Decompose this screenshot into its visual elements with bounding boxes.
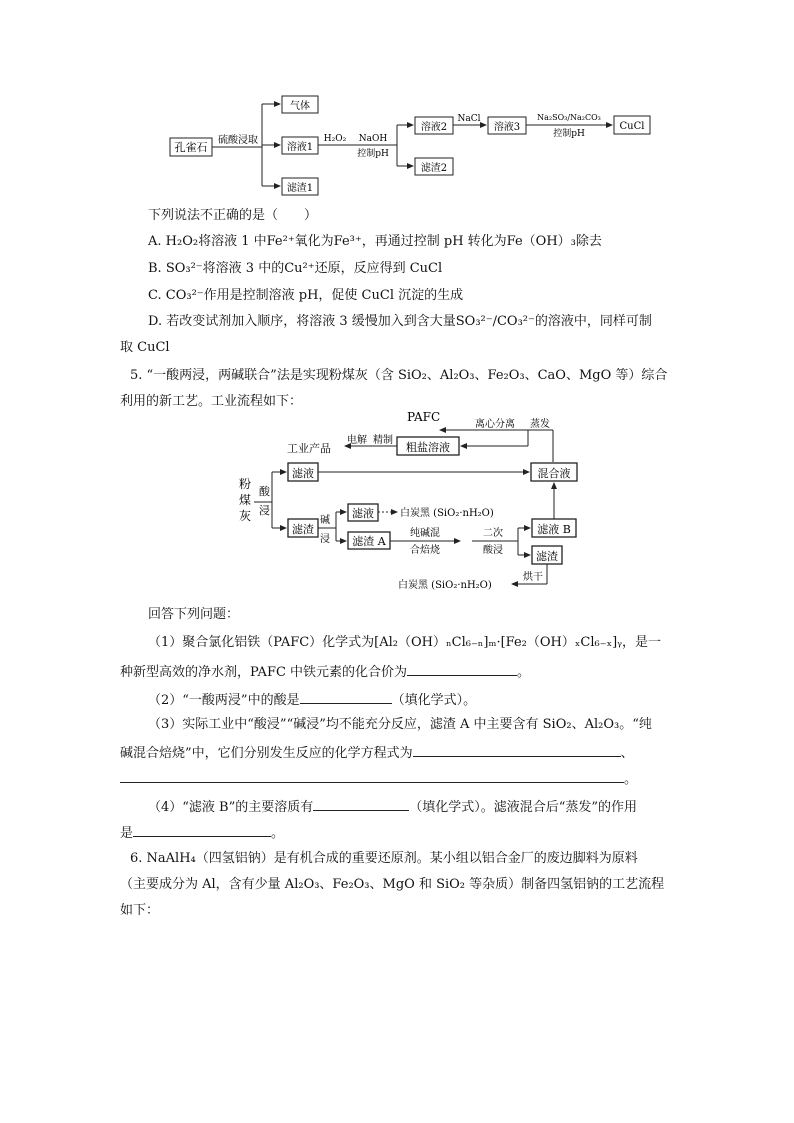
label-electrolysis: 电解: [347, 435, 367, 446]
flow-diagram-cucl: [0, 0, 794, 200]
answer-blank-4a[interactable]: [313, 796, 409, 811]
label-dry: 烘干: [523, 572, 543, 583]
q5-part1-line2: [120, 661, 530, 682]
label-evaporate: 蒸发: [530, 419, 550, 430]
label-sulfite-carbonate: Na₂SO₃/Na₂CO₃: [537, 113, 601, 122]
label-sulfuric-leach: 硫酸浸取: [218, 135, 258, 146]
comma: 、: [620, 746, 634, 761]
q5-part2: [148, 689, 476, 710]
label-soda-1: 纯碱混: [410, 528, 440, 539]
q5-part4-text: （4）“滤液 B”的主要溶质有: [148, 800, 314, 815]
answer-blank-3a[interactable]: [413, 742, 621, 757]
q4-option-a: A. H₂O₂将溶液 1 中Fe²⁺氧化为Fe³⁺，再通过控制 pH 转化为Fe（OH）₃除去: [148, 234, 602, 249]
label-filtrate-b: 滤液 B: [537, 523, 571, 536]
period: 。: [517, 665, 531, 680]
label-solution1: 溶液1: [286, 142, 314, 153]
answer-blank-1[interactable]: [407, 661, 517, 676]
label-nacl: NaCl: [457, 114, 481, 124]
label-residue1: 滤渣1: [286, 183, 314, 194]
label-white-black2: 白炭黑 (SiO₂·nH₂O): [398, 580, 492, 591]
label-residue3: 滤渣: [536, 550, 558, 563]
label-residue-a: 滤渣 A: [352, 535, 386, 548]
q5-part2-text: （2）“一酸两浸”中的酸是: [148, 693, 300, 708]
label-alkali-1: 碱: [320, 515, 330, 526]
q5-part4-line2: [120, 822, 284, 843]
q5-part3-line2: [120, 742, 634, 763]
label-solution3: 溶液3: [493, 122, 521, 133]
q5-part4-mid: （填化学式）。滤液混合后“蒸发”的作用: [409, 800, 638, 815]
label-cucl: CuCl: [619, 121, 645, 132]
q5-part2-end: （填化学式）。: [391, 693, 477, 708]
q5-part3-text: 碱混合焙烧”中，它们分别发生反应的化学方程式为: [120, 746, 413, 761]
label-control-ph2: 控制pH: [553, 129, 585, 139]
flow-diagram-fly-ash: [0, 400, 794, 600]
q5-answer-prompt: 回答下列问题：: [148, 607, 240, 622]
label-second-1: 二次: [483, 528, 503, 539]
q6-line3: 如下：: [120, 903, 160, 918]
q5-part3: （3）实际工业中“酸浸”“碱浸”均不能充分反应，滤渣 A 中主要含有 SiO₂、Al₂O₃。“纯: [148, 717, 652, 732]
answer-blank-4b[interactable]: [133, 822, 271, 837]
answer-blank-3b[interactable]: [120, 768, 624, 783]
label-residue: 滤渣: [292, 523, 314, 536]
label-white-black: 白炭黑 (SiO₂·nH₂O): [400, 508, 494, 519]
label-ash-2: 煤: [239, 493, 252, 507]
q4-option-b: B. SO₃²⁻将溶液 3 中的Cu²⁺还原，反应得到 CuCl: [148, 261, 443, 276]
q4-option-d-cont: 取 CuCl: [120, 340, 170, 355]
label-soda-2: 合焙烧: [410, 545, 440, 556]
answer-blank-2[interactable]: [300, 689, 392, 704]
q5-part1: （1）聚合氯化铝铁（PAFC）化学式为[Al₂（OH）ₙCl₆₋ₙ]ₘ·[Fe₂（OH）ₓCl₆₋ₓ]ᵧ，是一: [148, 635, 662, 650]
q4-stem: 下列说法不正确的是（ ）: [148, 208, 318, 223]
q6-line2: （主要成分为 Al，含有少量 Al₂O₃、Fe₂O₃、MgO 和 SiO₂ 等杂质）制备四氢铝钠的工艺流程: [120, 877, 665, 892]
period: 。: [624, 772, 638, 787]
label-pafc: PAFC: [407, 410, 441, 424]
q4-option-d: D. 若改变试剂加入顺序，将溶液 3 缓慢加入到含大量SO₃²⁻/CO₃²⁻的溶液中，同样可制: [148, 314, 652, 329]
q5-part4-end-text: 是: [120, 826, 134, 841]
q5-intro-cont: 利用的新工艺。工业流程如下：: [120, 394, 303, 409]
label-filtrate2: 滤液: [352, 507, 374, 520]
label-centrifuge: 离心分离: [475, 419, 515, 430]
label-malachite: 孔雀石: [174, 141, 208, 154]
label-filtrate: 滤液: [292, 467, 314, 480]
period: 。: [271, 826, 285, 841]
label-refine: 精制: [373, 435, 393, 446]
q4-option-c: C. CO₃²⁻作用是控制溶液 pH，促使 CuCl 沉淀的生成: [148, 288, 464, 303]
q5-part4: [148, 796, 637, 817]
label-acid-2: 浸: [259, 504, 270, 517]
label-control-ph: 控制pH: [357, 149, 389, 159]
label-gas: 气体: [290, 101, 310, 112]
label-naoh: NaOH: [358, 134, 388, 144]
q6-line1: 6. NaAlH₄（四氢铝钠）是有机合成的重要还原剂。某小组以铝合金厂的废边脚料为原料: [130, 851, 638, 866]
q5-part3-line3: [120, 768, 637, 789]
label-residue2: 滤渣2: [420, 163, 448, 174]
q5-part1-text: 种新型高效的净水剂，PAFC 中铁元素的化合价为: [120, 665, 408, 680]
label-ash-1: 粉: [239, 477, 252, 491]
label-industrial-product: 工业产品: [287, 442, 331, 455]
label-second-2: 酸浸: [483, 545, 503, 556]
label-solution2: 溶液2: [420, 122, 448, 133]
label-mixed: 混合液: [537, 467, 571, 480]
label-ash-3: 灰: [239, 509, 252, 523]
label-acid-1: 酸: [259, 485, 270, 498]
label-crude-brine: 粗盐溶液: [406, 441, 450, 454]
label-alkali-2: 浸: [320, 534, 330, 545]
label-h2o2: H₂O₂: [323, 134, 347, 144]
q5-intro: 5. “一酸两浸，两碱联合”法是实现粉煤灰（含 SiO₂、Al₂O₃、Fe₂O₃、CaO、MgO 等）综合: [130, 368, 668, 383]
